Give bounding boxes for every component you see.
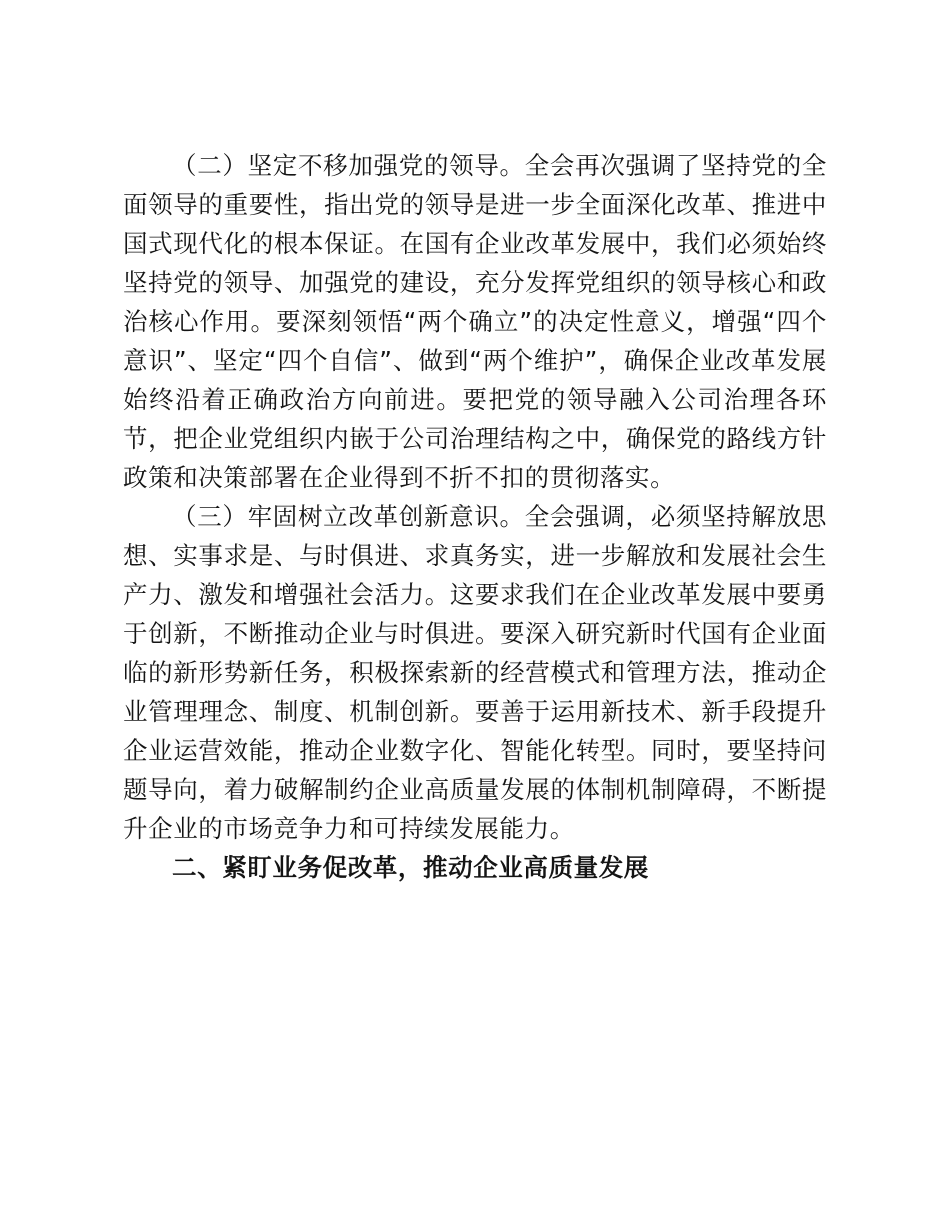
paragraph-reform-innovation: （三）牢固树立改革创新意识。全会强调，必须坚持解放思想、实事求是、与时俱进、求真务实，进一步解放和发展社会生产力、激发和增强社会活力。这要求我们在企业改革发展中要勇于创新，不断推动企业与时俱进。要深入研究新时代国有企业面临的新形势新任务，积极探索新的经营模式和管理方法，推动企业管理理念、制度、机制创新。要善于运用新技术、新手段提升企业运营效能，推动企业数字化、智能化转型。同时，要坚持问题导向，着力破解制约企业高质量发展的体制机制障碍，不断提升企业的市场竞争力和可持续发展能力。 [123, 502, 827, 843]
document-body [123, 146, 827, 887]
paragraph-party-leadership: （二）坚定不移加强党的领导。全会再次强调了坚持党的全面领导的重要性，指出党的领导是进一步全面深化改革、推进中国式现代化的根本保证。在国有企业改革发展中，我们必须始终坚持党的领导、加强党的建设，充分发挥党组织的领导核心和政治核心作用。要深刻领悟“两个确立”的决定性意义，增强“四个意识”、坚定“四个自信”、做到“两个维护”，确保企业改革发展始终沿着正确政治方向前进。要把党的领导融入公司治理各环节，把企业党组织内嵌于公司治理结构之中，确保党的路线方针政策和决策部署在企业得到不折不扣的贯彻落实。 [123, 151, 827, 492]
section-heading: 二、紧盯业务促改革，推动企业高质量发展 [172, 853, 649, 882]
